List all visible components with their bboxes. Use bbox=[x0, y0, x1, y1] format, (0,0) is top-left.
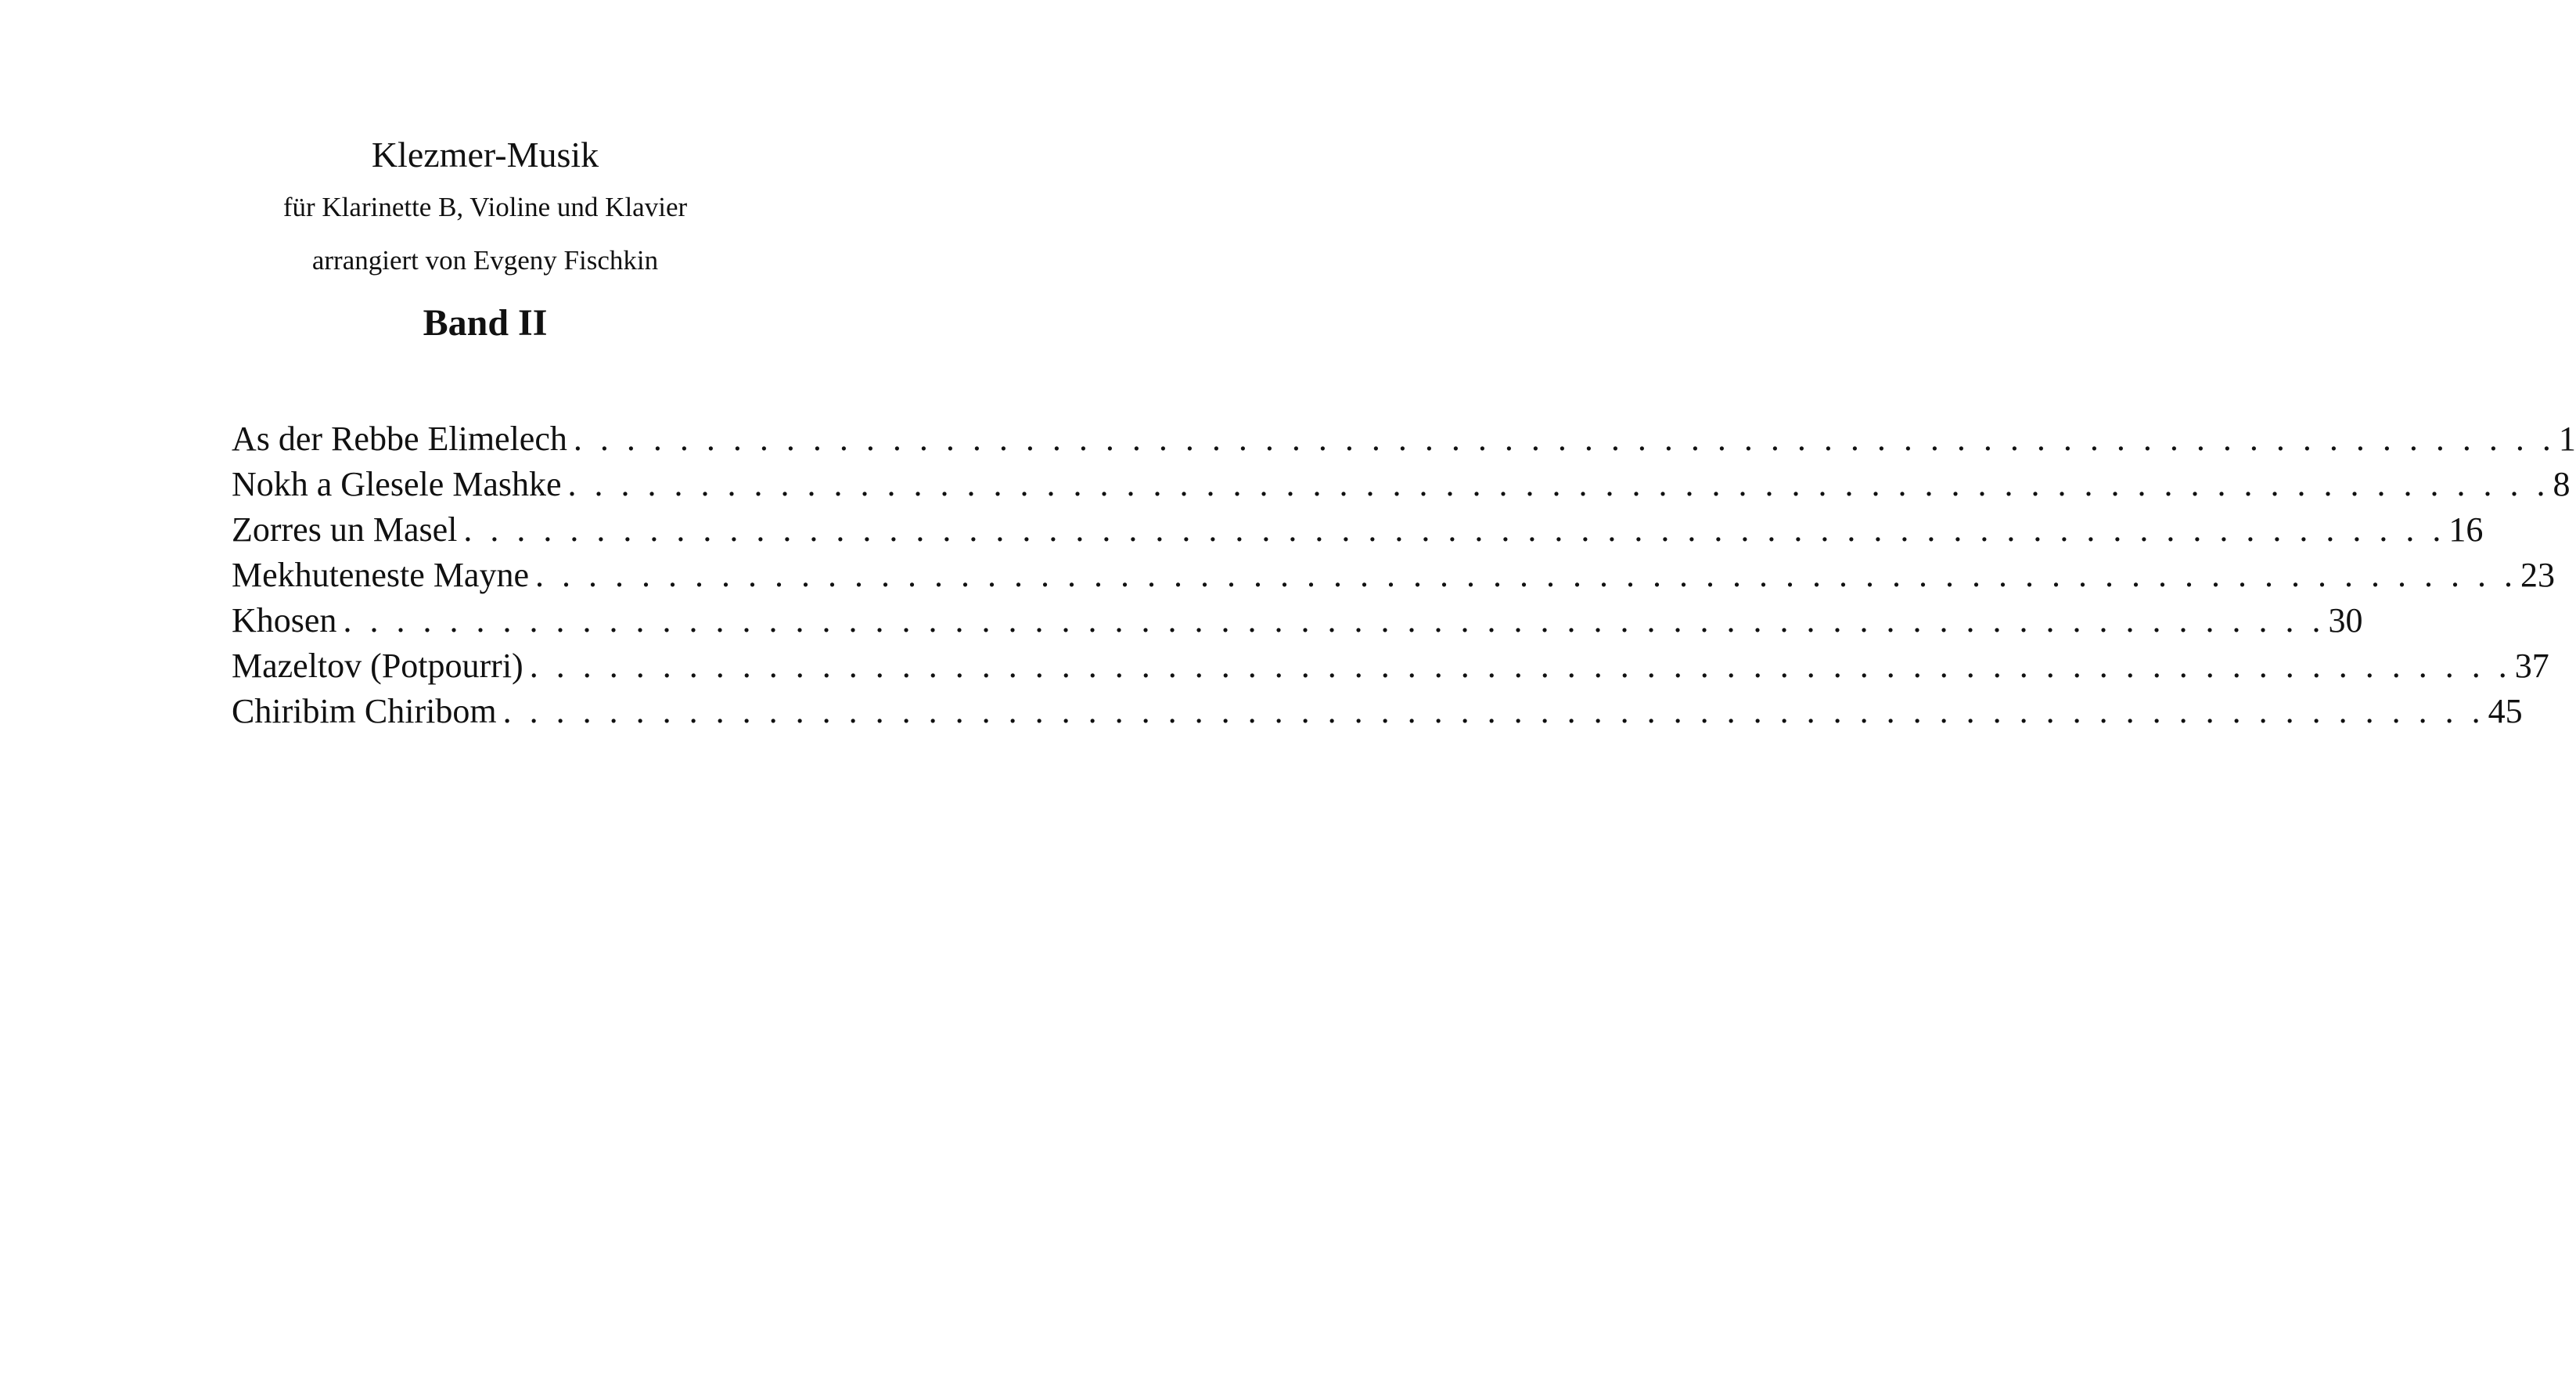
table-of-contents bbox=[232, 416, 2576, 734]
toc-entry-page: 37 bbox=[2514, 647, 2549, 685]
document-title: Klezmer-Musik bbox=[371, 135, 599, 175]
toc-entry-title: Zorres un Masel bbox=[232, 510, 458, 549]
toc-dot-leader: . . . . . . . . . . . . . . . . . . . . . . . . . . . . . . . . . . . . . . . . . . . . . . . . . . . . . . . . . . . . . . . . . . . . . . . . . . . bbox=[573, 420, 2556, 458]
toc-entry-page: 1 bbox=[2558, 420, 2576, 458]
instrumentation-line: für Klarinette B, Violine und Klavier bbox=[282, 192, 688, 222]
toc-entry bbox=[232, 643, 2549, 689]
toc-entry bbox=[232, 598, 2363, 643]
toc-entry bbox=[232, 689, 2523, 734]
toc-entry-title: Mekhuteneste Mayne bbox=[232, 556, 529, 594]
toc-entry bbox=[232, 416, 2576, 462]
toc-entry-page: 23 bbox=[2520, 556, 2555, 594]
toc-dot-leader: . . . . . . . . . . . . . . . . . . . . . . . . . . . . . . . . . . . . . . . . . . . . . . . . . . . . . . . . . . . . . . . . . . . . . . . . . . . bbox=[343, 601, 2326, 640]
toc-entry-title: Nokh a Glesele Mashke bbox=[232, 465, 562, 503]
toc-dot-leader: . . . . . . . . . . . . . . . . . . . . . . . . . . . . . . . . . . . . . . . . . . . . . . . . . . . . . . . . . . . . . . . . . . . . . . . . . . . bbox=[529, 647, 2512, 685]
toc-dot-leader: . . . . . . . . . . . . . . . . . . . . . . . . . . . . . . . . . . . . . . . . . . . . . . . . . . . . . . . . . . . . . . . . . . . . . . . . . . . bbox=[567, 465, 2550, 503]
toc-entry bbox=[232, 462, 2571, 507]
toc-entry-page: 8 bbox=[2553, 465, 2571, 503]
toc-dot-leader: . . . . . . . . . . . . . . . . . . . . . . . . . . . . . . . . . . . . . . . . . . . . . . . . . . . . . . . . . . . . . . . . . . . . . . . . . . . bbox=[463, 510, 2446, 549]
toc-dot-leader: . . . . . . . . . . . . . . . . . . . . . . . . . . . . . . . . . . . . . . . . . . . . . . . . . . . . . . . . . . . . . . . . . . . . . . . . . . . bbox=[535, 556, 2517, 594]
toc-entry-title: Mazeltov (Potpourri) bbox=[232, 647, 523, 685]
volume-heading: Band II bbox=[423, 302, 548, 344]
toc-dot-leader: . . . . . . . . . . . . . . . . . . . . . . . . . . . . . . . . . . . . . . . . . . . . . . . . . . . . . . . . . . . . . . . . . . . . . . . . . . . bbox=[502, 692, 2485, 730]
toc-entry-title: Chiribim Chiribom bbox=[232, 692, 497, 730]
toc-entry-page: 45 bbox=[2488, 692, 2523, 730]
toc-entry-page: 30 bbox=[2328, 601, 2363, 640]
toc-entry-title: Khosen bbox=[232, 601, 337, 640]
toc-entry bbox=[232, 507, 2484, 553]
toc-entry-page: 16 bbox=[2448, 510, 2484, 549]
arranger-line: arrangiert von Evgeny Fischkin bbox=[311, 245, 659, 276]
toc-entry bbox=[232, 553, 2555, 598]
toc-entry-title: As der Rebbe Elimelech bbox=[232, 420, 567, 458]
